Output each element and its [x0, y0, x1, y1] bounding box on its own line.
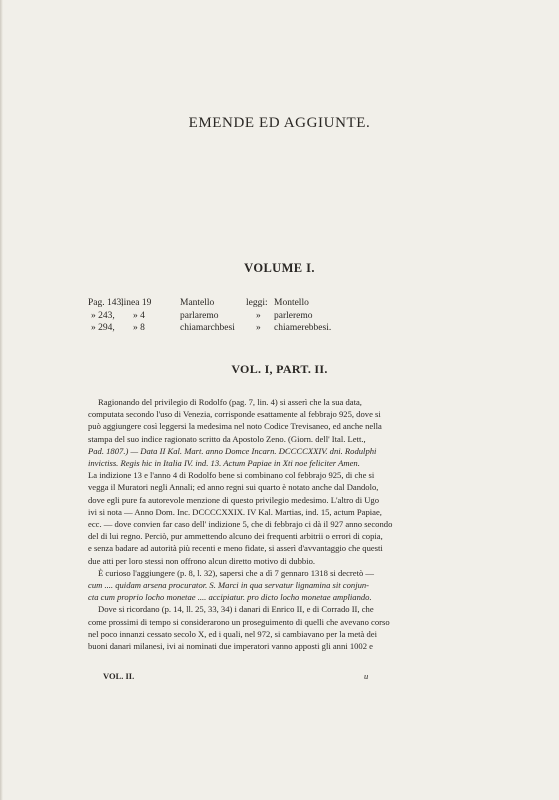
text-line: ecc. — dove convien far caso dell' indizione 5, che di febbrajo ci dà il 927 anno secondo — [88, 519, 393, 530]
text-line: invictiss. Regis hic in Italia IV. ind. 13. Actum Papiae in Xti noe feliciter Amen. — [88, 458, 360, 469]
part-heading: VOL. I, PART. II. — [231, 362, 328, 376]
text-line: cta cum proprio locho monetae .... accipiatur. pro dicto locho monetae ampliando. — [88, 592, 372, 603]
errata-page: » 294, — [91, 323, 115, 333]
text-line: cum .... quidam arsena procurator. S. Marci in qua servatur lignamina sit conjun- — [88, 580, 370, 591]
text-line: come prossimi di tempo si considerarono un proseguimento di quelli che avevano corso — [88, 616, 390, 627]
errata-wrong: chiamarchbesi — [180, 323, 235, 333]
errata-row — [88, 298, 488, 311]
errata-table — [88, 298, 488, 336]
text-line: vegga il Muratori negli Annali; ed anno regni sui quarto è notato anche dal Dandolo, — [88, 482, 379, 493]
text-line: e senza badare ad autorità più recenti e meno fidate, si asserì d'avvantaggio che questi — [88, 543, 383, 554]
text-line: stampa del suo indice ragionato scritto da Apostolo Zeno. (Giorn. dell' Ital. Lett., — [88, 433, 366, 444]
text-line: È curioso l'aggiungere (p. 8, l. 32), sapersi che a dì 7 gennaro 1318 si decretò — — [98, 567, 374, 578]
text-line: computata secondo l'uso di Venezia, corrisponde esattamente al febbrajo 925, dove si — [88, 409, 381, 420]
gathering-mark: u — [364, 671, 369, 681]
text-line: ivi si nota — Anno Dom. Inc. DCCCCXXIX. IV Kal. Martias, ind. 15, actum Papiae, — [88, 506, 382, 517]
text-line: due atti per loro stessi non offrono alcun diretto motivo di dubbio. — [88, 555, 316, 566]
text-line: La indizione 13 e l'anno 4 di Rodolfo bene si combinano col febbrajo 925, di che si — [88, 470, 375, 481]
errata-page: » 243, — [91, 310, 115, 321]
text-line: Dove si ricordano (p. 14, ll. 25, 33, 34) i danari di Enrico II, e di Corrado II, che — [98, 604, 374, 615]
errata-row — [88, 311, 488, 324]
text-line: Ragionando del privilegio di Rodolfo (pag. 7, lin. 4) si asserì che la sua data, — [98, 397, 362, 407]
errata-row — [88, 323, 488, 336]
errata-wrong: Mantello — [180, 298, 215, 308]
errata-line: » 4 — [133, 310, 145, 321]
errata-correct: parleremo — [274, 310, 313, 321]
text-line: del di lui regno. Perciò, pur ammettendo alcuno dei frequenti arbitrii o errori di copia, — [88, 531, 383, 542]
volume-heading: VOLUME I. — [244, 261, 315, 275]
errata-leggi: » — [256, 323, 261, 333]
body-text — [88, 396, 476, 652]
errata-correct: Montello — [274, 298, 309, 308]
errata-leggi: leggi: — [246, 298, 268, 308]
text-line: nel poco innanzi cessato secolo X, ed i quali, nel 972, si cambiavano per la metà dei — [88, 628, 377, 639]
errata-leggi: » — [256, 310, 261, 321]
page-title: EMENDE ED AGGIUNTE. — [188, 115, 371, 131]
text-line: buoni danari milanesi, ivi ai nominati due imperatori vanno apposti gli anni 1002 e — [88, 641, 373, 652]
errata-wrong: parlaremo — [180, 310, 219, 321]
text-line: può aggiungere così leggersi la medesima nel noto Codice Trevisaneo, ed anche nella — [88, 421, 382, 432]
signature-mark: VOL. II. — [103, 671, 135, 681]
errata-correct: chiamerebbesi. — [274, 323, 332, 333]
errata-line: linea 19 — [121, 298, 152, 308]
text-line: dove egli pure fa autorevole menzione di questo privilegio medesimo. L'altro di Ugo — [88, 494, 380, 505]
text-line: Pad. 1807.) — Data II Kal. Mart. anno Domce Incarn. DCCCCXXIV. dni. Rodulphi — [88, 445, 377, 456]
errata-line: » 8 — [133, 323, 145, 333]
errata-page: Pag. 143, — [88, 298, 124, 308]
